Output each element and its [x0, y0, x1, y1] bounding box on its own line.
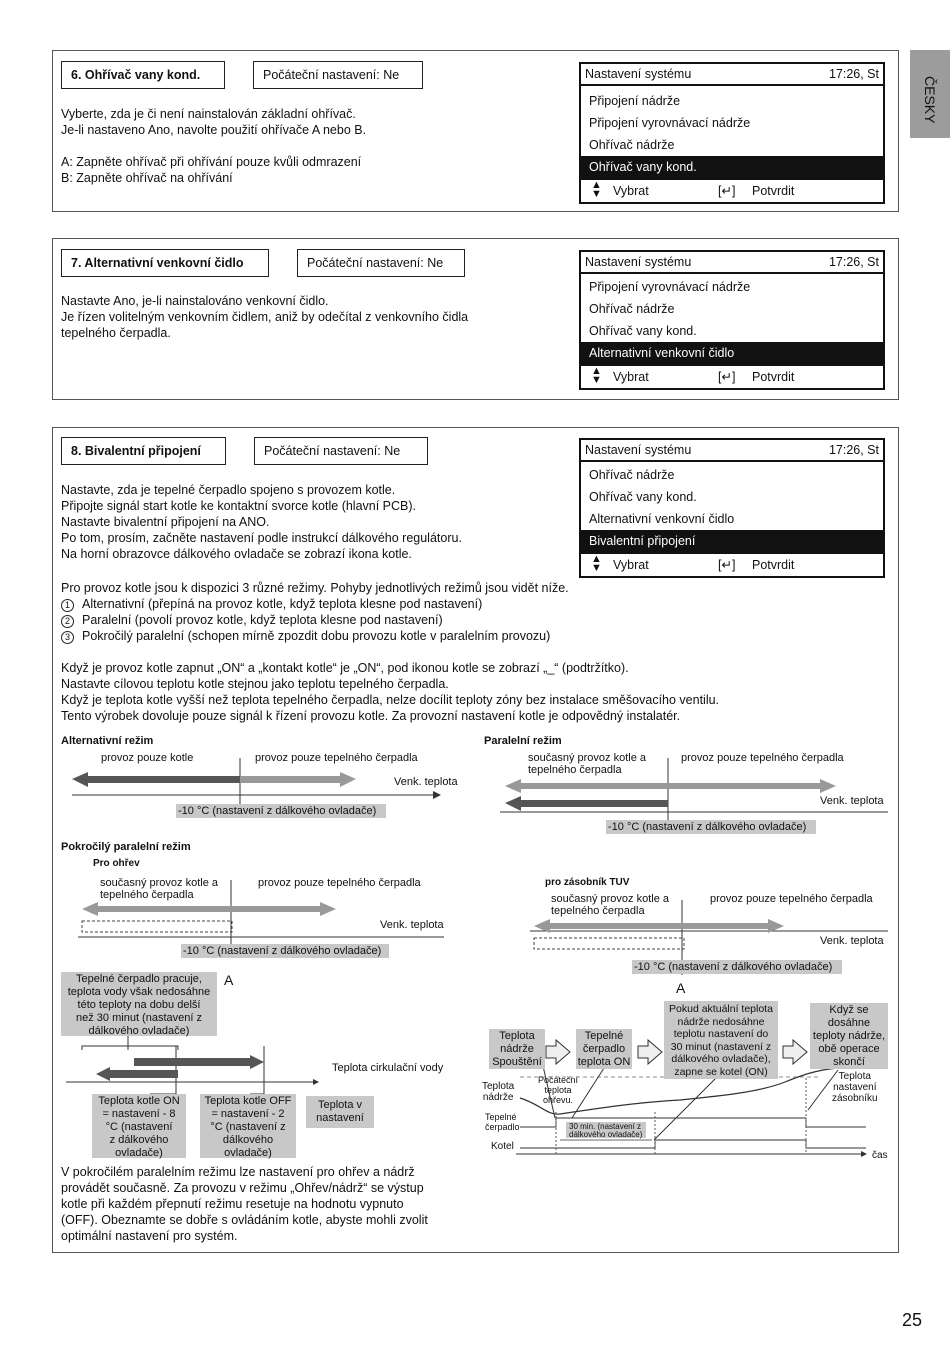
adv-note-5: optimální nastavení pro systém.: [61, 1229, 238, 1243]
adv-heat-dashed: [82, 921, 232, 932]
hp-note-line: teplota vody však nedosáhne: [67, 986, 211, 998]
min30-line: 30 min. (nastavení z: [569, 1122, 642, 1131]
page-number: 25: [902, 1310, 923, 1330]
section-8-line-2: Připojte signál start kotle ke kontaktní svorce kotle (hlavní PCB).: [61, 499, 417, 513]
menu-item[interactable]: Alternativní venkovní čidlo: [589, 512, 735, 526]
adv-dhw-left-2: tepelného čerpadla: [551, 905, 645, 917]
select-label: Vybrat: [613, 184, 649, 198]
flow-box-hp-on: [576, 1029, 632, 1069]
menu-item[interactable]: Ohřívač nádrže: [589, 468, 675, 482]
label-a-dhw: A: [676, 980, 686, 996]
screen-title: Nastavení systému: [585, 67, 692, 81]
alt-axis-label: Venk. teplota: [394, 776, 458, 788]
mode-text: Paralelní (povolí provoz kotle, když teplota klesne pod nastavení): [82, 613, 443, 627]
menu-item[interactable]: Ohřívač vany kond.: [589, 324, 697, 338]
section-8-line-3: Nastavte bivalentní připojení na ANO.: [61, 515, 270, 529]
flow-line: nádrže nedosáhne: [677, 1015, 765, 1028]
flow-line: dálkového ovladače),: [671, 1053, 771, 1065]
section-6-initial: Počáteční nastavení: Ne: [253, 61, 423, 89]
boiler-off-box: [200, 1094, 296, 1158]
adv-note-3: kotle při každém přepnutí režimu resetuje na hodnotu vypnuto: [61, 1197, 404, 1211]
adv-dhw-right: provoz pouze tepelného čerpadla: [710, 893, 873, 905]
select-label: Vybrat: [613, 558, 649, 572]
adv-dhw-axis-label: Venk. teplota: [820, 935, 884, 947]
section-8-line-5: Na horní obrazovce dálkového ovladače se zobrazí ikona kotle.: [61, 547, 412, 561]
tank-setpoint-line: zásobníku: [832, 1093, 878, 1104]
alt-right-label: provoz pouze tepelného čerpadla: [255, 752, 418, 764]
par-right-label: provoz pouze tepelného čerpadla: [681, 752, 844, 764]
par-left-label-1: současný provoz kotle a: [528, 752, 647, 764]
flow-line: Pokud aktuální teplota: [669, 1003, 773, 1015]
flow-line: skončí: [833, 1056, 865, 1068]
confirm-label: Potvrdit: [752, 558, 795, 572]
adv-note-2: provádět současně. Za provozu v režimu „Ohřev/nádrž“ se výstup: [61, 1181, 424, 1195]
section-7-line-1: Nastavte Ano, je-li nainstalováno venkovní čidlo.: [61, 294, 329, 308]
flow-line: Spouštění: [492, 1056, 542, 1068]
hp-signal-line: Tepelné: [485, 1112, 517, 1122]
tank-temp-line: nádrže: [482, 1092, 514, 1103]
boiler-off-line: dálkového: [222, 1134, 274, 1146]
section-6-line-2: Je-li nastaveno Ano, navolte použití ohřívače A nebo B.: [61, 123, 367, 137]
language-tab-label: ČESKY: [922, 76, 938, 124]
circ-upper-arrow: [134, 1055, 264, 1069]
alt-left-label: provoz pouze kotle: [101, 752, 194, 764]
mode-number: 3: [61, 631, 74, 644]
init-temp-line: ohřevu.: [543, 1095, 574, 1105]
section-8-initial: Počáteční nastavení: Ne: [254, 437, 428, 465]
flow-line: teplota ON: [577, 1056, 631, 1068]
boiler-on-box: [92, 1094, 186, 1158]
section-6-line-5: B: Zapněte ohřívač na ohřívání: [61, 171, 233, 185]
section-6-line-4: A: Zapněte ohřívač při ohřívání pouze kvůli odmrazení: [61, 155, 362, 169]
section-7-line-2: Je řízen volitelným venkovním čidlem, aniž by odečítal z venkovního čidla: [61, 310, 469, 324]
up-down-arrows-icon: ▲ ▼: [591, 553, 602, 574]
init-temp-line: teplota: [544, 1085, 572, 1095]
menu-item-selected[interactable]: Ohřívač vany kond.: [581, 156, 883, 178]
circ-lower-arrow: [96, 1067, 178, 1081]
enter-icon: [↵]: [718, 370, 736, 384]
flow-line: dosáhne: [827, 1017, 871, 1029]
par-mode-title: Paralelní režim: [484, 735, 562, 747]
enter-icon: [↵]: [718, 558, 736, 572]
time-axis-label: čas: [872, 1150, 888, 1161]
flow-line: 30 minut (nastavení z: [670, 1040, 772, 1053]
adv-heat-right: provoz pouze tepelného čerpadla: [258, 877, 421, 889]
note-4: Tento výrobek dovoluje pouze signál k řízení provozu kotle. Za provozní nastavení kotle je odpovědný instalatér.: [61, 709, 681, 723]
temp-set-box: [306, 1096, 374, 1128]
boiler-on-line: °C (nastavení: [105, 1121, 173, 1133]
alt-setpoint-label: -10 °C (nastavení z dálkového ovladače): [178, 805, 377, 817]
flow-line: teplotu nastavení do: [673, 1028, 769, 1040]
note-3: Když je teplota kotle vyšší než teplota tepelného čerpadla, nelze docílit teploty zóny bez instalace směšovacího ventilu.: [61, 693, 720, 707]
hp-note-line: Tepelné čerpadlo pracuje,: [76, 973, 202, 985]
section-7-line-3: tepelného čerpadla.: [61, 326, 171, 340]
note-1: Když je provoz kotle zapnut „ON“ a „kontakt kotle“ je „ON“, pod ikonou kotle se zobrazí „_“ (podtržítko).: [61, 661, 629, 675]
screen-title: Nastavení systému: [585, 443, 692, 457]
par-boiler-arrow: [505, 796, 668, 811]
adv-note-1: V pokročilém paralelním režimu lze nastavení pro ohřev a nádrž: [61, 1165, 415, 1179]
init-temp-label: [538, 1075, 578, 1105]
menu-item[interactable]: Ohřívač nádrže: [589, 138, 675, 152]
hp-signal-line: čerpadlo: [485, 1122, 520, 1132]
menu-item[interactable]: Připojení vyrovnávací nádrže: [589, 280, 751, 294]
boiler-on-line: z dálkového: [109, 1134, 169, 1146]
adv-heat-left-1: současný provoz kotle a: [100, 877, 219, 889]
par-left-label-2: tepelného čerpadla: [528, 764, 622, 776]
mode-text: Alternativní (přepíná na provoz kotle, když teplota klesne pod nastavení): [82, 597, 483, 611]
mode-number: 1: [61, 599, 74, 612]
up-down-arrows-icon: ▲ ▼: [591, 365, 602, 386]
hp-note-box: [61, 972, 217, 1036]
adv-dhw-left-1: současný provoz kotle a: [551, 893, 670, 905]
menu-item[interactable]: Ohřívač vany kond.: [589, 490, 697, 504]
boiler-on-line: ovladače): [115, 1147, 163, 1159]
par-hp-arrow: [505, 779, 836, 793]
boiler-on-line: Teplota kotle ON: [98, 1095, 180, 1107]
init-temp-line: Počáteční: [538, 1075, 579, 1085]
label-a-heat: A: [224, 972, 234, 988]
flow-box-tank-start: [489, 1029, 545, 1069]
adv-mode-title: Pokročilý paralelní režim: [61, 841, 191, 853]
flow-lead-3: [654, 1078, 716, 1140]
confirm-label: Potvrdit: [752, 370, 795, 384]
menu-item[interactable]: Připojení nádrže: [589, 94, 681, 108]
hp-note-line: této teploty na dobu delší: [77, 999, 201, 1011]
boiler-off-line: °C (nastavení z: [210, 1121, 286, 1133]
adv-heat-title: Pro ohřev: [93, 858, 140, 869]
flow-line: Teplota: [499, 1030, 535, 1042]
boiler-off-line: ovladače): [224, 1147, 272, 1159]
flow-line: zapne se kotel (ON): [674, 1065, 768, 1078]
boiler-signal-label: Kotel: [491, 1141, 514, 1152]
flow-line: nádrže: [500, 1043, 534, 1055]
screen-time: 17:26, St: [828, 443, 879, 457]
boiler-off-line: = nastavení - 2: [211, 1108, 285, 1120]
hp-signal-label: [485, 1112, 520, 1132]
adv-dhw-title: pro zásobník TUV: [545, 877, 630, 888]
hp-note-line: dálkového ovladače): [88, 1025, 190, 1037]
menu-item-selected[interactable]: Bivalentní připojení: [581, 530, 883, 552]
section-8-title: 8. Bivalentní připojení: [61, 437, 226, 465]
tank-setpoint-line: Teplota: [838, 1071, 871, 1082]
adv-note-4: (OFF). Obeznamte se dobře s ovládáním kotle, abyste mohli zvolit: [61, 1213, 428, 1227]
flow-arrow-1: [546, 1040, 570, 1064]
alt-hp-arrow: [240, 772, 356, 787]
mode-number: 2: [61, 615, 74, 628]
boiler-on-line: = nastavení - 8: [102, 1108, 176, 1120]
screen-title: Nastavení systému: [585, 255, 692, 269]
enter-icon: [↵]: [718, 184, 736, 198]
up-down-arrows-icon: ▲ ▼: [591, 179, 602, 200]
alt-boiler-arrow: [72, 772, 240, 787]
adv-heat-axis-label: Venk. teplota: [380, 919, 444, 931]
alt-mode-title: Alternativní režim: [61, 735, 154, 747]
par-axis-label: Venk. teplota: [820, 795, 884, 807]
tank-setpoint-label: [832, 1071, 878, 1104]
tank-temp-line: Teplota: [482, 1081, 515, 1092]
tank-temp-label: [482, 1081, 514, 1103]
adv-heat-hp-arrow: [82, 902, 336, 916]
boiler-signal: [520, 1140, 866, 1148]
section-7-initial: Počáteční nastavení: Ne: [297, 249, 465, 277]
menu-item[interactable]: Připojení vyrovnávací nádrže: [589, 116, 751, 130]
boiler-off-line: Teplota kotle OFF: [204, 1095, 292, 1107]
circ-temp-label: Teplota cirkulační vody: [332, 1062, 444, 1074]
flow-box-end: [810, 1003, 888, 1069]
par-setpoint-label: -10 °C (nastavení z dálkového ovladače): [608, 821, 807, 833]
flow-arrow-3: [783, 1040, 807, 1064]
adv-dhw-setpoint-label: -10 °C (nastavení z dálkového ovladače): [634, 961, 833, 973]
adv-heat-setpoint-label: -10 °C (nastavení z dálkového ovladače): [183, 945, 382, 957]
screen-time: 17:26, St: [828, 67, 879, 81]
menu-item[interactable]: Ohřívač nádrže: [589, 302, 675, 316]
section-7-title: 7. Alternativní venkovní čidlo: [61, 249, 269, 277]
flow-line: Tepelné: [584, 1030, 624, 1042]
min30-label: [569, 1123, 642, 1139]
flow-arrow-2: [638, 1040, 662, 1064]
confirm-label: Potvrdit: [752, 184, 795, 198]
flow-line: obě operace: [818, 1043, 880, 1055]
temp-set-line: Teplota v: [317, 1099, 363, 1111]
temp-set-line: nastavení: [316, 1112, 364, 1124]
section-8-line-1: Nastavte, zda je tepelné čerpadlo spojeno s provozem kotle.: [61, 483, 396, 497]
screen-time: 17:26, St: [828, 255, 879, 269]
min30-line: dálkového ovladače): [569, 1130, 643, 1139]
flow-line: teploty nádrže,: [812, 1030, 886, 1042]
flow-line: čerpadlo: [582, 1043, 626, 1055]
note-2: Nastavte cílovou teplotu kotle stejnou jako teplotu tepelného čerpadla.: [61, 677, 449, 691]
section-6-line-1: Vyberte, zda je či není nainstalován základní ohřívač.: [61, 107, 356, 121]
select-label: Vybrat: [613, 370, 649, 384]
mode-text: Pokročilý paralelní (schopen mírně zpozdit dobu provozu kotle v paralelním provozu): [82, 629, 551, 643]
circ-bracket: [82, 1046, 178, 1050]
section-6-title: 6. Ohřívač vany kond.: [61, 61, 225, 89]
section-8-line-4: Po tom, prosím, začněte nastavení podle instrukcí dálkového regulátoru.: [61, 531, 462, 545]
flow-line: Když se: [829, 1004, 869, 1016]
flow-box-boiler-on: [664, 1001, 778, 1079]
adv-heat-left-2: tepelného čerpadla: [100, 889, 194, 901]
tank-setpoint-line: nastavení: [833, 1082, 877, 1093]
adv-dhw-dashed: [534, 938, 684, 949]
modes-intro: Pro provoz kotle jsou k dispozici 3 různé režimy. Pohyby jednotlivých režimů jsou vidět níže.: [61, 581, 569, 595]
hp-note-line: než 30 minut (nastavení z: [76, 1012, 202, 1024]
menu-item-selected[interactable]: Alternativní venkovní čidlo: [581, 342, 883, 364]
